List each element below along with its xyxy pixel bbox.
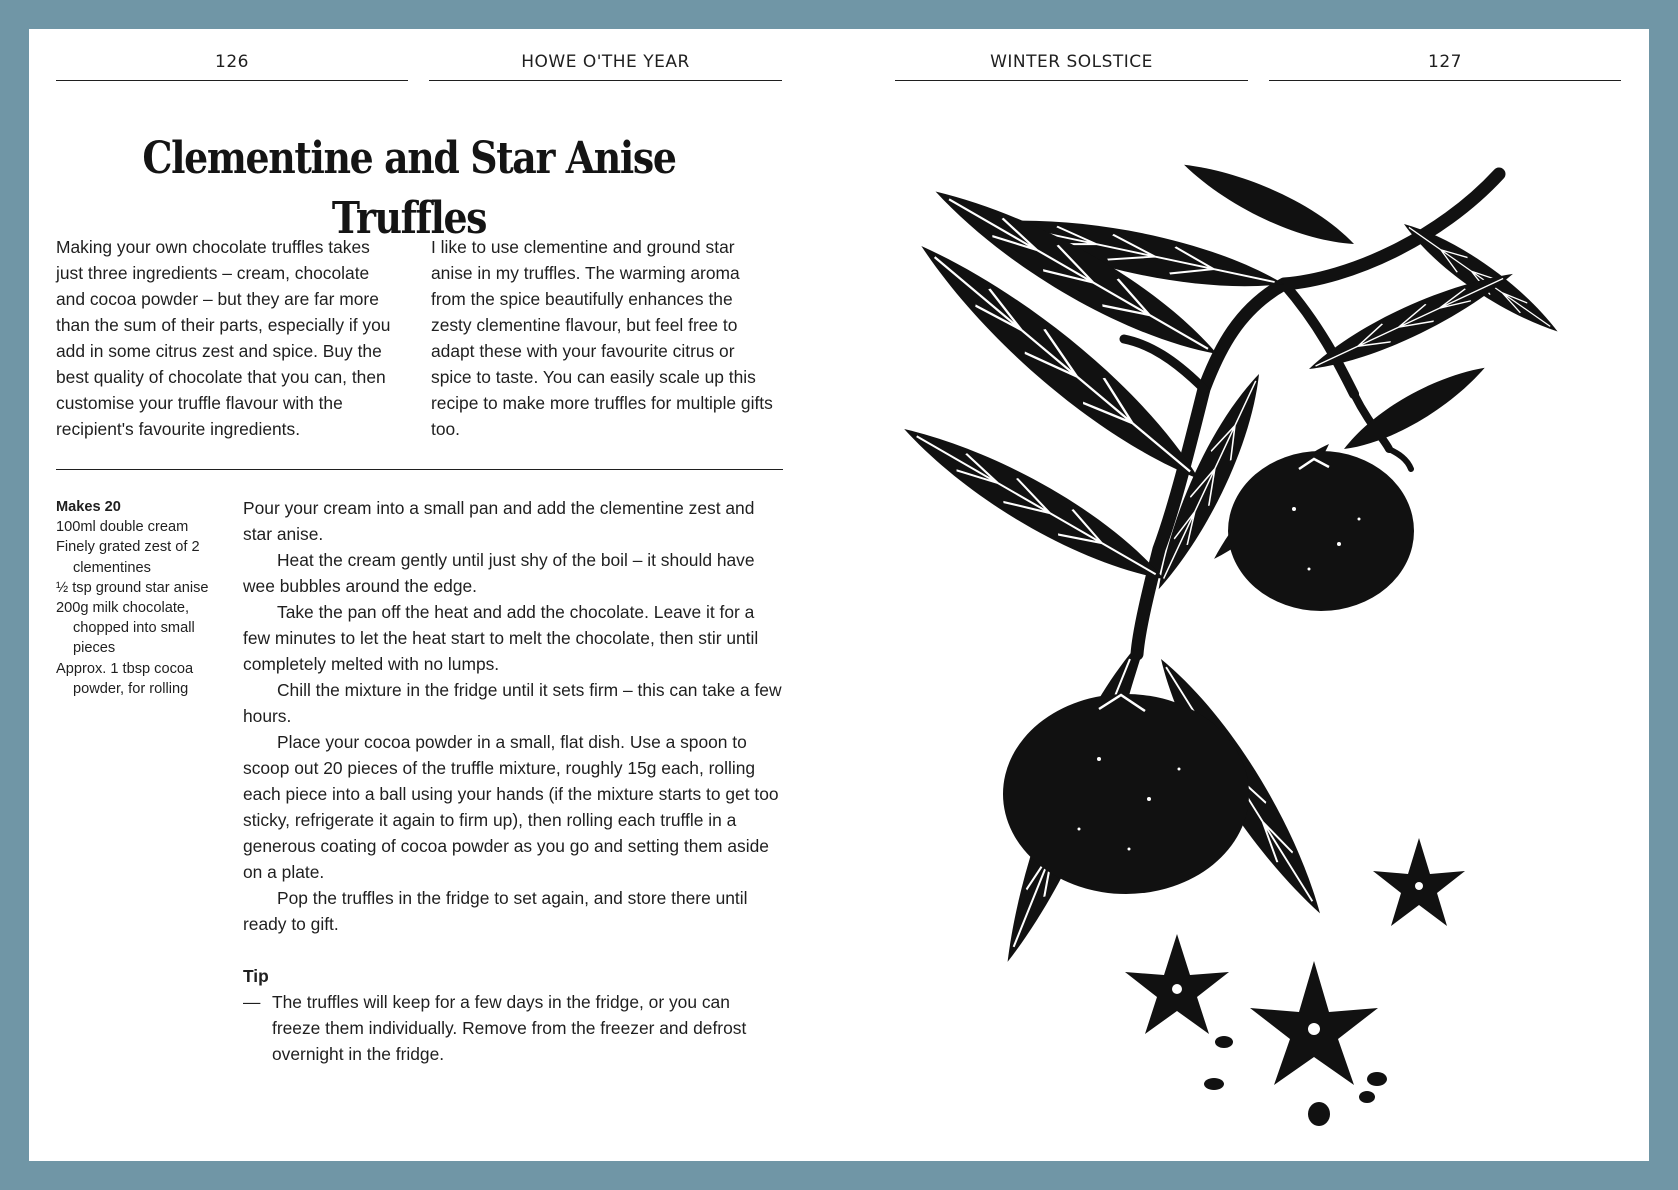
tip-section bbox=[243, 963, 783, 1067]
clementine-branch-illustration bbox=[899, 149, 1619, 1129]
leaf-icon bbox=[1178, 151, 1361, 258]
left-running-title: HOWE O'THE YEAR bbox=[429, 50, 782, 81]
ingredient-item: Finely grated zest of 2 clementines bbox=[56, 539, 200, 576]
method-step: Heat the cream gently until just shy of the boil – it should have wee bubbles around the edge. bbox=[243, 550, 755, 596]
star-anise-center-icon bbox=[1250, 961, 1378, 1085]
intro-paragraph-right: I like to use clementine and ground star anise in my truffles. The warming aroma from the spice beautifully enhances the zesty clementine flavour, but feel free to adapt these with your favourite citrus or spice to taste. You can easily scale up this recipe to make more truffles for multiple gifts too. bbox=[431, 237, 773, 439]
method-step: Place your cocoa powder in a small, flat dish. Use a spoon to scoop out 20 pieces of the truffle mixture, roughly 15g each, rolling each piece into a ball using your hands (if the mixture starts to get too sticky, refrigerate it again to firm up), then rolling each truffle in a generous coating of cocoa powder as you go and setting them aside on a plate. bbox=[243, 732, 779, 882]
section-divider bbox=[56, 469, 783, 470]
leaves bbox=[899, 151, 1566, 970]
tip-text: The truffles will keep for a few days in the fridge, or you can freeze them individually. Remove from the freezer and defrost overnight in the fridge. bbox=[272, 992, 747, 1064]
ingredient-item: 200g milk chocolate, chopped into small pieces bbox=[56, 600, 195, 657]
ingredients-list bbox=[56, 497, 231, 699]
ingredient-item: 100ml double cream bbox=[56, 519, 189, 536]
method-step: Take the pan off the heat and add the chocolate. Leave it for a few minutes to let the heat start to melt the chocolate, then stir until completely melted with no lumps. bbox=[243, 602, 759, 674]
method-step: Pop the truffles in the fridge to set again, and store there until ready to gift. bbox=[243, 888, 748, 934]
method-step: Pour your cream into a small pan and add the clementine zest and star anise. bbox=[243, 498, 755, 544]
method-steps bbox=[243, 495, 783, 937]
book-spread bbox=[29, 29, 1649, 1161]
intro-paragraph-left: Making your own chocolate truffles takes just three ingredients – cream, chocolate and cocoa powder – but they are far more than the sum of their parts, especially if you add in some citrus zest and spice. Buy the best quality of chocolate that you can, then customise your truffle flavour with the recipient's favourite ingredients. bbox=[56, 237, 391, 439]
star-anise-left-icon bbox=[1125, 934, 1229, 1034]
clementine-small-icon bbox=[1228, 451, 1414, 611]
tip-heading: Tip bbox=[243, 966, 269, 986]
yield-label: Makes 20 bbox=[56, 499, 121, 515]
recipe-title: Clementine and Star Anise Truffles bbox=[142, 133, 676, 244]
ingredient-item: ½ tsp ground star anise bbox=[56, 579, 209, 596]
right-page-number: 127 bbox=[1269, 50, 1621, 81]
tip-dash: — bbox=[243, 992, 261, 1012]
method-step: Chill the mixture in the fridge until it sets firm – this can take a few hours. bbox=[243, 680, 782, 726]
right-running-title: WINTER SOLSTICE bbox=[895, 50, 1248, 81]
star-anise-right-icon bbox=[1373, 838, 1465, 926]
tip-item bbox=[243, 989, 783, 1067]
left-page-number: 126 bbox=[56, 50, 408, 81]
clementine-large-icon bbox=[1003, 694, 1249, 894]
ingredient-item: Approx. 1 tbsp cocoa powder, for rolling bbox=[56, 660, 194, 697]
